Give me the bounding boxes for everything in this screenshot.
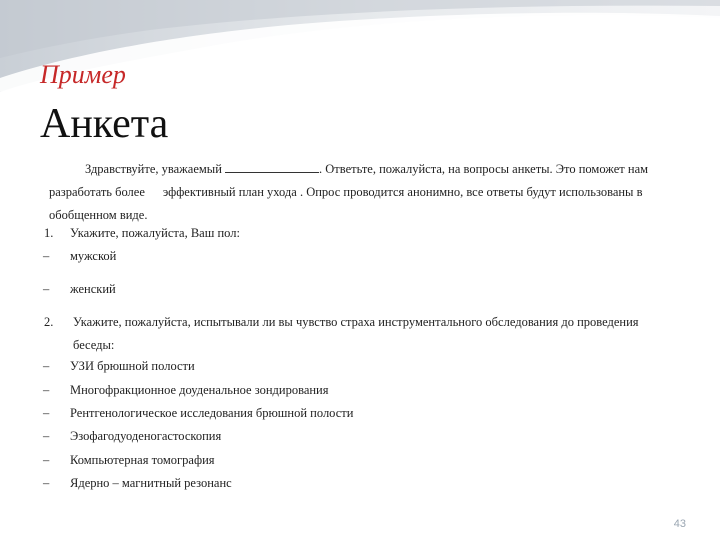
- dash-marker: –: [43, 406, 50, 420]
- question-1-text: Укажите, пожалуйста, Ваш пол:: [70, 226, 240, 240]
- option-text: Эзофагодуоденогастоскопия: [70, 429, 222, 443]
- slide-title: Анкета: [40, 101, 169, 147]
- question-1-number: 1.: [44, 226, 54, 240]
- dash-marker: –: [43, 476, 50, 490]
- intro-request: . Ответьте, пожалуйста, на вопросы анкеты. Это поможет нам: [319, 162, 649, 176]
- option-text: мужской: [70, 249, 117, 263]
- dash-marker: –: [43, 359, 50, 373]
- intro-summary: обобщенном виде.: [49, 208, 148, 222]
- option-text: Ядерно – магнитный резонанс: [70, 476, 232, 490]
- dash-marker: –: [43, 429, 50, 443]
- option-text: женский: [70, 282, 116, 296]
- dash-marker: –: [43, 249, 50, 263]
- slide-subtitle: Пример: [40, 60, 126, 89]
- name-blank: [225, 161, 319, 173]
- option-text: УЗИ брюшной полости: [70, 359, 195, 373]
- intro-plan: эффективный план ухода . Опрос проводится анонимно, все ответы будут использованы в: [162, 185, 643, 199]
- question-2-text: Укажите, пожалуйста, испытывали ли вы чувство страха инструментального обследования до проведения беседы:: [73, 315, 639, 352]
- intro-paragraph: [49, 158, 679, 227]
- dash-marker: –: [43, 453, 50, 467]
- option-text: Компьютерная томография: [70, 453, 215, 467]
- question-2-number: 2.: [44, 315, 54, 329]
- option-text: Рентгенологическое исследования брюшной полости: [70, 406, 354, 420]
- option-text: Многофракционное доуденальное зондирования: [70, 383, 329, 397]
- intro-greeting: Здравствуйте, уважаемый: [85, 162, 222, 176]
- intro-develop: разработать более: [49, 185, 145, 199]
- page-number: 43: [673, 518, 686, 530]
- dash-marker: –: [43, 282, 50, 296]
- dash-marker: –: [43, 383, 50, 397]
